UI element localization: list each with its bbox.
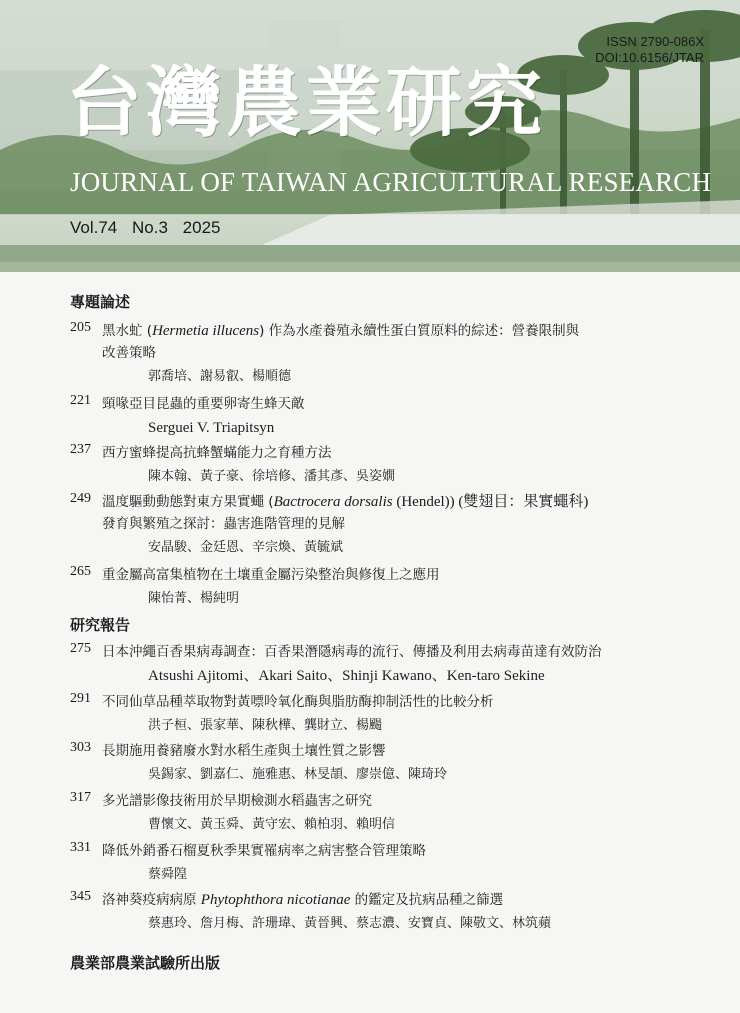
journal-title-english: JOURNAL OF TAIWAN AGRICULTURAL RESEARCH (70, 167, 712, 197)
article-title: 西方蜜蜂提高抗蜂蟹蟎能力之育種方法 (102, 445, 332, 461)
page-number: 205 (70, 320, 91, 335)
article-title: 黑水虻 (Hermetia illucens) 作為水產養殖永續性蛋白質原料的綜述：營養限制與 改善策略 (102, 323, 580, 361)
article-title: 長期施用養豬廢水對水稻生產與土壤性質之影響 (102, 743, 386, 759)
article-authors: 陳怡菁、楊純明 (148, 591, 240, 606)
toc-entry[interactable] (70, 740, 690, 785)
section-heading-review: 專題論述 (70, 293, 131, 311)
issue-info (70, 218, 230, 238)
toc-entry[interactable] (70, 320, 690, 387)
toc-entry[interactable] (70, 564, 690, 609)
page-number: 303 (70, 740, 91, 755)
article-authors: 蔡舜隍 (148, 867, 188, 882)
article-title: 頸喙亞目昆蟲的重要卵寄生蜂天敵 (102, 396, 305, 412)
journal-title-chinese: 台灣農業研究 (66, 58, 546, 147)
article-authors: Serguei V. Triapitsyn (148, 420, 275, 436)
article-title: 日本沖繩百香果病毒調查：百香果潛隱病毒的流行、傳播及利用去病毒苗達有效防治 (102, 644, 602, 660)
article-authors: 曹懷文、黃玉舜、黃守宏、賴柏羽、賴明信 (148, 817, 396, 832)
article-authors: 蔡惠玲、詹月梅、許珊瑋、黃晉興、蔡志濃、安寶貞、陳敬文、林筑蘋 (148, 916, 552, 931)
page-number: 221 (70, 393, 91, 408)
page-number: 345 (70, 889, 91, 904)
article-title: 溫度驅動動態對東方果實蠅 (Bactrocera dorsalis (Hendel)) (雙翅目：果實蠅科) 發育與繁殖之探討：蟲害進階管理的見解 (102, 494, 589, 532)
page-number: 275 (70, 641, 91, 656)
article-authors: 安晶駿、金廷恩、辛宗煥、黃毓斌 (148, 540, 344, 555)
issn: ISSN 2790-086X (606, 34, 704, 49)
article-authors: 郭喬培、謝易叡、楊順德 (148, 369, 292, 384)
cover-banner (0, 0, 740, 272)
toc-entry[interactable] (70, 442, 690, 487)
doi: DOI:10.6156/JTAR (595, 50, 704, 65)
article-title: 洛神葵疫病病原 Phytophthora nicotianae 的鑑定及抗病品種之篩選 (102, 892, 504, 908)
year: 2025 (182, 218, 221, 237)
toc-entry[interactable] (70, 840, 690, 885)
article-authors: 吳錫家、劉嘉仁、施雅惠、林旻頡、廖崇億、陳琦玲 (148, 767, 448, 782)
page-number: 249 (70, 491, 91, 506)
article-authors: 陳本翰、黃子豪、徐培修、潘其彥、吳姿嫺 (148, 469, 396, 484)
toc-entry[interactable] (70, 641, 690, 686)
issue-number: No.3 (132, 218, 168, 237)
article-title: 不同仙草品種萃取物對黃嘌呤氧化酶與脂肪酶抑制活性的比較分析 (102, 694, 494, 710)
page-number: 237 (70, 442, 91, 457)
article-title: 多光譜影像技術用於早期檢測水稻蟲害之研究 (102, 793, 372, 809)
page-number: 291 (70, 691, 91, 706)
article-authors: Atsushi Ajitomi、Akari Saito、Shinji Kawano、Ken-taro Sekine (148, 668, 545, 684)
page-number: 265 (70, 564, 91, 579)
toc-entry[interactable] (70, 889, 690, 934)
toc-entry[interactable] (70, 790, 690, 835)
issn-doi-block (595, 34, 704, 66)
section-heading-research: 研究報告 (70, 616, 131, 634)
toc-entry[interactable] (70, 691, 690, 736)
page-number: 317 (70, 790, 91, 805)
page-number: 331 (70, 840, 91, 855)
article-title: 降低外銷番石榴夏秋季果實罹病率之病害整合管理策略 (102, 843, 426, 859)
toc-entry[interactable] (70, 393, 690, 438)
volume: Vol.74 (70, 218, 118, 237)
article-title: 重金屬高富集植物在土壤重金屬污染整治與修復上之應用 (102, 567, 440, 583)
toc-entry[interactable] (70, 491, 690, 558)
article-authors: 洪子桓、張家華、陳秋樺、龔財立、楊颺 (148, 718, 383, 733)
publisher-line: 農業部農業試驗所出版 (70, 954, 221, 972)
